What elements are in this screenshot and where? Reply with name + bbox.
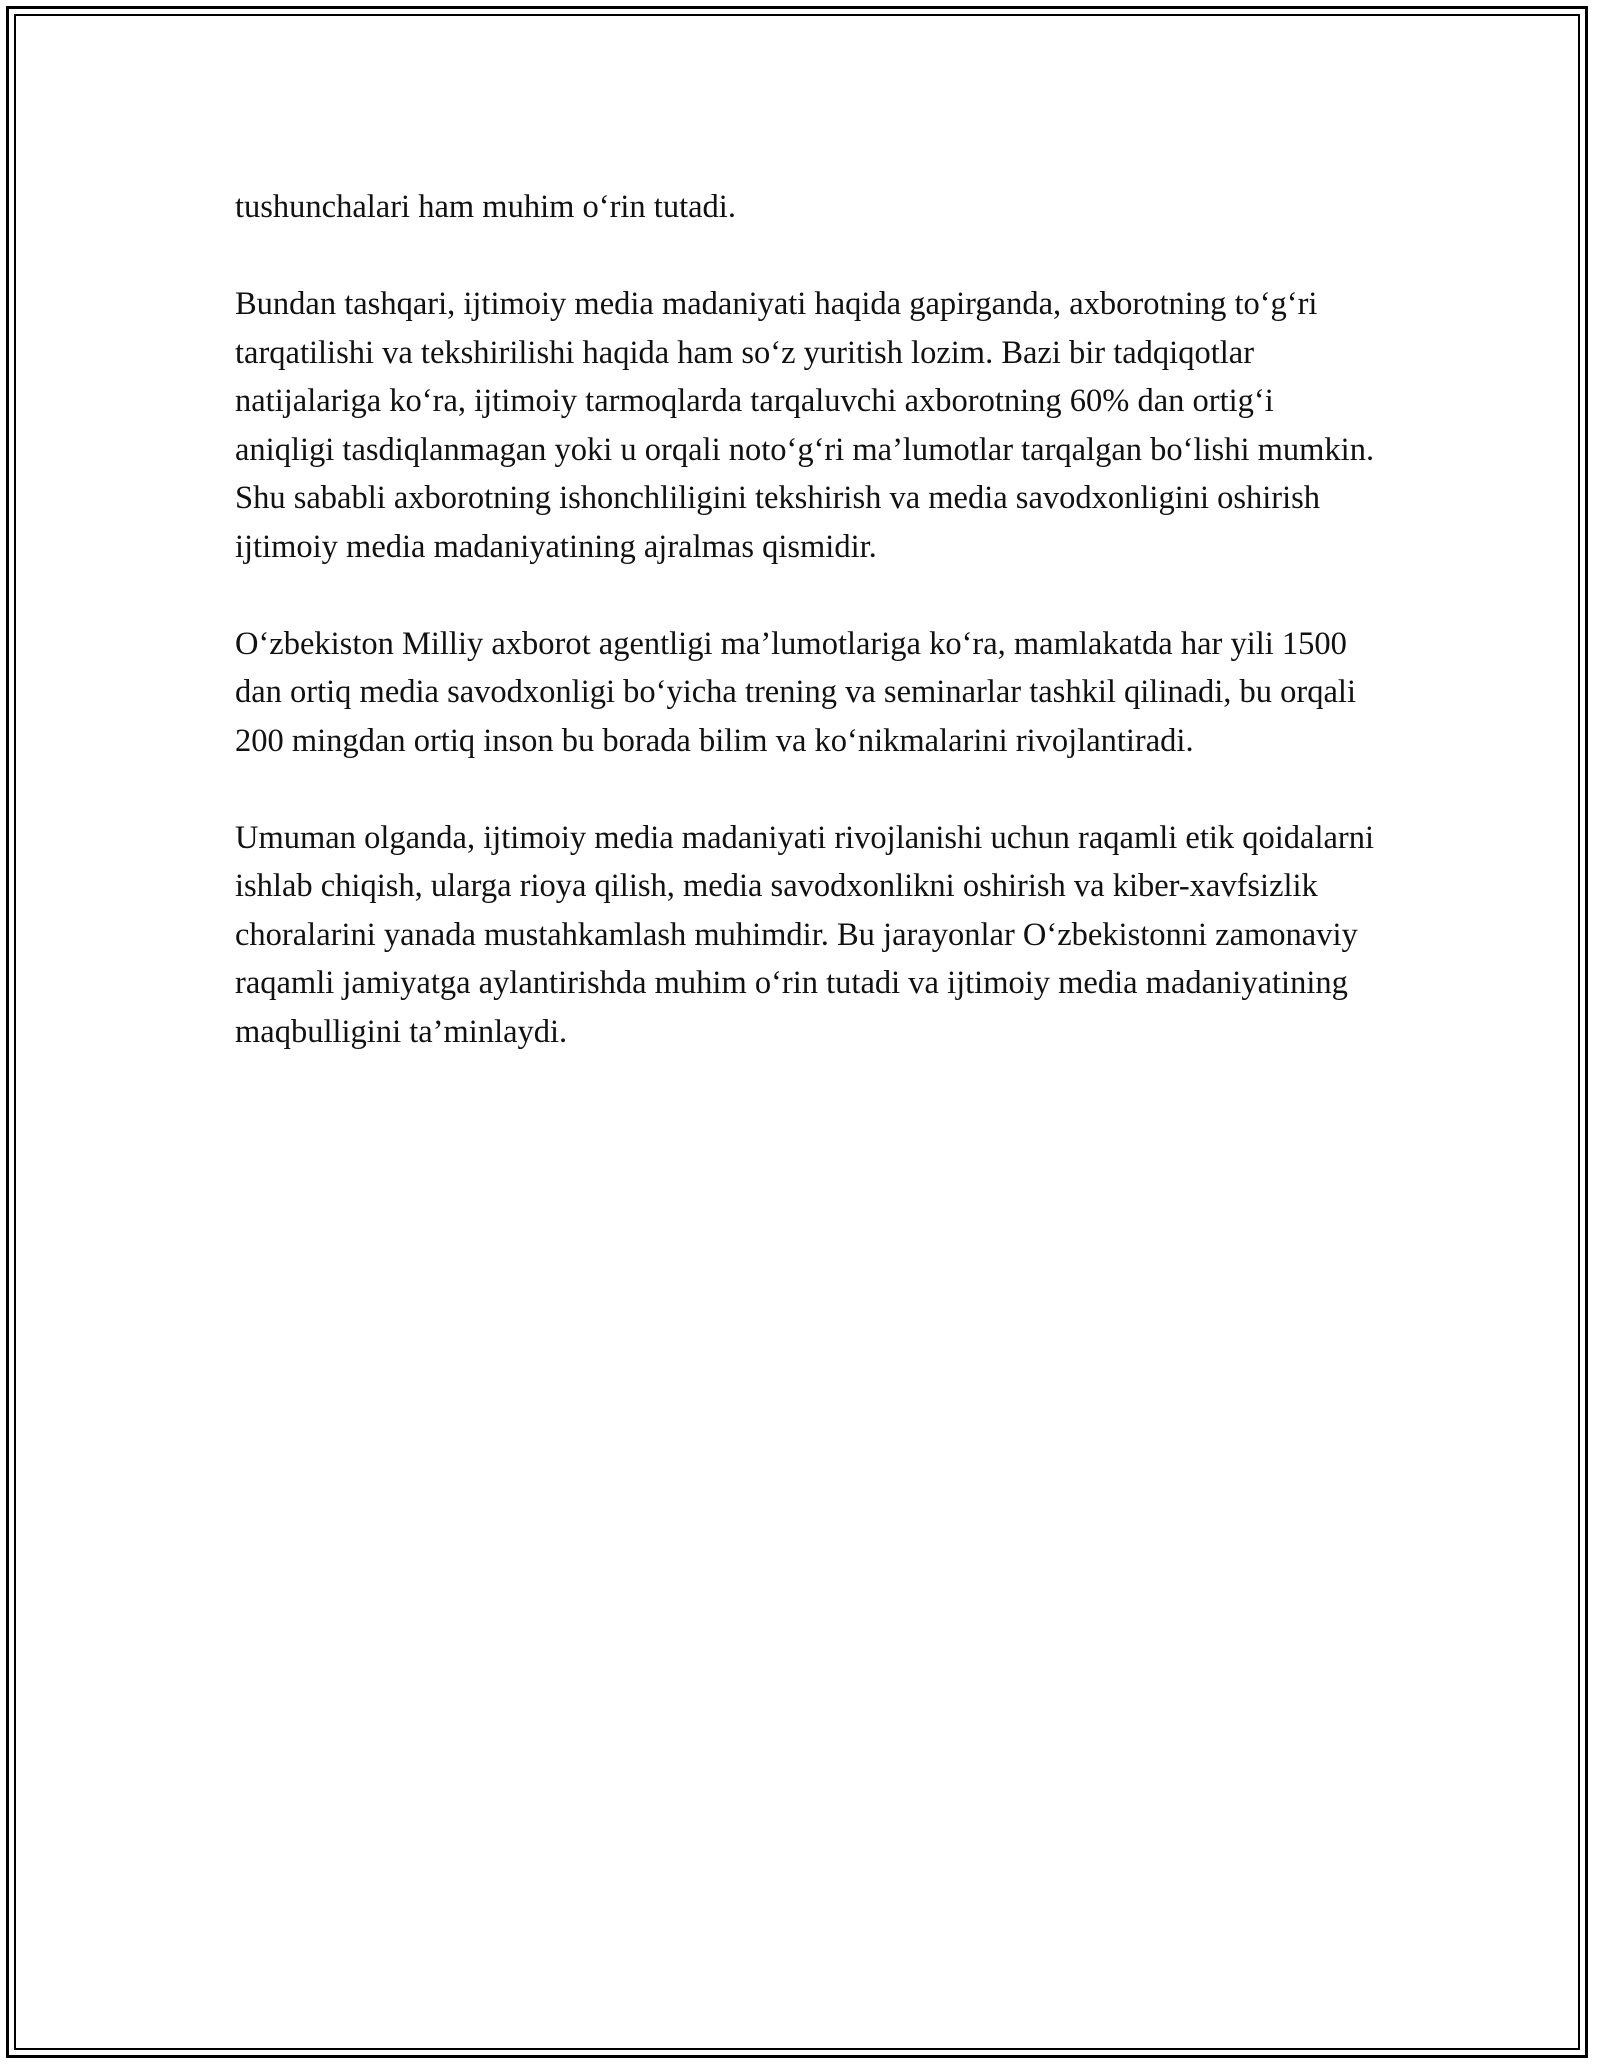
paragraph-3: O‘zbekiston Milliy axborot agentligi ma’lumotlariga ko‘ra, mamlakatda har yili 1500 dan ortiq media savodxonligi bo‘yicha trening va seminarlar tashkil qilinadi, bu orqali 200 mingdan ortiq inson bu borada bilim va ko‘nikmalarini rivojlantiradi.	[235, 625, 1356, 759]
document-body	[235, 183, 1375, 1056]
paragraph-1: tushunchalari ham muhim o‘rin tutadi.	[235, 189, 736, 225]
paragraph-4: Umuman olganda, ijtimoiy media madaniyati rivojlanishi uchun raqamli etik qoidalarni ishlab chiqish, ularga rioya qilish, media savodxonlikni oshirish va kiber-xavfsizlik choralarini yanada mustahkamlash muhimdir. Bu jarayonlar O‘zbekistonni zamonaviy raqamli jamiyatga aylantirishda muhim o‘rin tutadi va ijtimoiy media madaniyatining maqbulligini ta’minlaydi.	[235, 819, 1375, 1050]
paragraph-2: Bundan tashqari, ijtimoiy media madaniyati haqida gapirganda, axborotning to‘g‘ri tarqatilishi va tekshirilishi haqida ham so‘z yuritish lozim. Bazi bir tadqiqotlar natijalariga ko‘ra, ijtimoiy tarmoqlarda tarqaluvchi axborotning 60% dan ortig‘i aniqligi tasdiqlanmagan yoki u orqali noto‘g‘ri ma’lumotlar tarqalgan bo‘lishi mumkin. Shu sababli axborotning ishonchliligini tekshirish va media savodxonligini oshirish ijtimoiy media madaniyatining ajralmas qismidir.	[235, 286, 1375, 565]
